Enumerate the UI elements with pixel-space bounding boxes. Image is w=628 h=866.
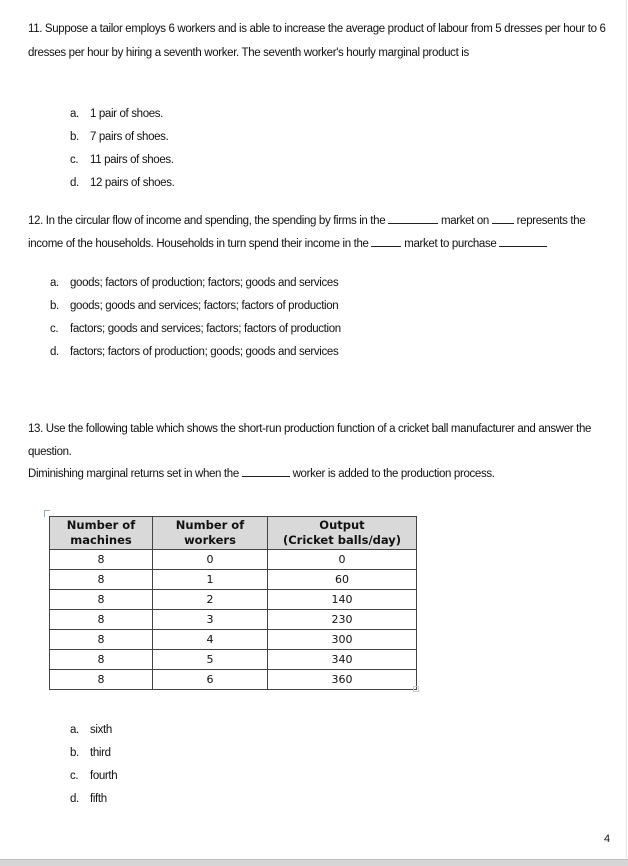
q12-text-1a: 12. In the circular flow of income and spending, the spending by firms in the	[28, 215, 386, 227]
option-text: fourth	[90, 770, 118, 782]
cell-workers: 1	[153, 570, 268, 590]
page-number: 4	[604, 833, 610, 845]
cell-output: 0	[268, 550, 417, 570]
q11-line-2: dresses per hour by hiring a seventh worker. The seventh worker's hourly marginal product is	[28, 47, 469, 59]
option-letter: d.	[70, 177, 79, 189]
table-row	[50, 610, 417, 630]
q11-option-b[interactable]	[70, 126, 168, 149]
q13-option-d[interactable]	[70, 788, 107, 811]
cell-output: 360	[268, 670, 417, 690]
q12-text-1c: represents the	[516, 215, 586, 227]
q12-text-1b: market on	[440, 215, 489, 227]
cell-workers: 3	[153, 610, 268, 630]
q11-line-1: 11. Suppose a tailor employs 6 workers and is able to increase the average product of labour from 5 dresses per hour to 6	[28, 23, 606, 35]
cell-workers: 2	[153, 590, 268, 610]
cell-machines: 8	[50, 630, 153, 650]
header-machines: Number of machines	[50, 517, 153, 550]
cell-output: 230	[268, 610, 417, 630]
blank-line	[388, 214, 438, 224]
option-text: goods; goods and services; factors; factors of production	[70, 300, 339, 312]
q13-line-2: question.	[28, 446, 72, 458]
option-text: 11 pairs of shoes.	[90, 154, 174, 166]
q13-option-b[interactable]	[70, 742, 111, 765]
option-text: sixth	[90, 724, 112, 736]
q13-line-3	[28, 463, 495, 486]
q12-option-a[interactable]	[50, 272, 338, 295]
table-resize-handle	[413, 686, 419, 692]
cell-workers: 0	[153, 550, 268, 570]
option-letter: c.	[50, 323, 59, 335]
q12-option-b[interactable]	[50, 295, 338, 318]
table-row	[50, 670, 417, 690]
q11-option-d[interactable]	[70, 172, 174, 195]
table-row	[50, 550, 417, 570]
table-row	[50, 650, 417, 670]
q12-option-d[interactable]	[50, 341, 338, 364]
cell-workers: 4	[153, 630, 268, 650]
production-table	[49, 516, 417, 690]
option-letter: d.	[50, 346, 59, 358]
blank-line	[492, 214, 514, 224]
q12-option-c[interactable]	[50, 318, 341, 341]
table-header-row	[50, 517, 417, 550]
table-row	[50, 590, 417, 610]
blank-line	[499, 237, 547, 247]
q13-option-c[interactable]	[70, 765, 117, 788]
option-text: factors; goods and services; factors; factors of production	[70, 323, 341, 335]
option-text: 7 pairs of shoes.	[90, 131, 169, 143]
q11-option-a[interactable]	[70, 103, 163, 126]
cell-output: 340	[268, 650, 417, 670]
option-letter: b.	[70, 747, 79, 759]
cell-machines: 8	[50, 650, 153, 670]
q13-text-3a: Diminishing marginal returns set in when the	[28, 468, 239, 480]
cell-machines: 8	[50, 570, 153, 590]
cell-output: 60	[268, 570, 417, 590]
q13-line-1: 13. Use the following table which shows the short-run production function of a cricket ball manufacturer and answer the	[28, 423, 592, 435]
blank-line	[371, 237, 401, 247]
q11-option-c[interactable]	[70, 149, 174, 172]
option-letter: d.	[70, 793, 79, 805]
cell-workers: 6	[153, 670, 268, 690]
cell-output: 140	[268, 590, 417, 610]
cell-machines: 8	[50, 670, 153, 690]
cell-machines: 8	[50, 550, 153, 570]
option-text: 12 pairs of shoes.	[90, 177, 175, 189]
q12-text-2b: market to purchase	[404, 238, 497, 250]
option-letter: c.	[70, 154, 79, 166]
q12-line-1	[28, 210, 585, 233]
option-letter: b.	[70, 131, 79, 143]
cell-output: 300	[268, 630, 417, 650]
cell-machines: 8	[50, 590, 153, 610]
option-letter: b.	[50, 300, 59, 312]
option-letter: a.	[50, 277, 59, 289]
q13-option-a[interactable]	[70, 719, 112, 742]
header-output: Output (Cricket balls/day)	[268, 517, 417, 550]
option-text: goods; factors of production; factors; goods and services	[70, 277, 339, 289]
q12-text-2a: income of the households. Households in turn spend their income in the	[28, 238, 369, 250]
option-letter: c.	[70, 770, 79, 782]
cell-machines: 8	[50, 610, 153, 630]
table-row	[50, 630, 417, 650]
header-workers: Number of workers	[153, 517, 268, 550]
option-text: fifth	[90, 793, 107, 805]
option-letter: a.	[70, 724, 79, 736]
option-text: factors; factors of production; goods; goods and services	[70, 346, 339, 358]
option-letter: a.	[70, 108, 79, 120]
q12-line-2	[28, 233, 547, 256]
option-text: 1 pair of shoes.	[90, 108, 164, 120]
blank-line	[242, 467, 290, 477]
cell-workers: 5	[153, 650, 268, 670]
option-text: third	[90, 747, 111, 759]
q13-text-3b: worker is added to the production process.	[292, 468, 495, 480]
table-row	[50, 570, 417, 590]
